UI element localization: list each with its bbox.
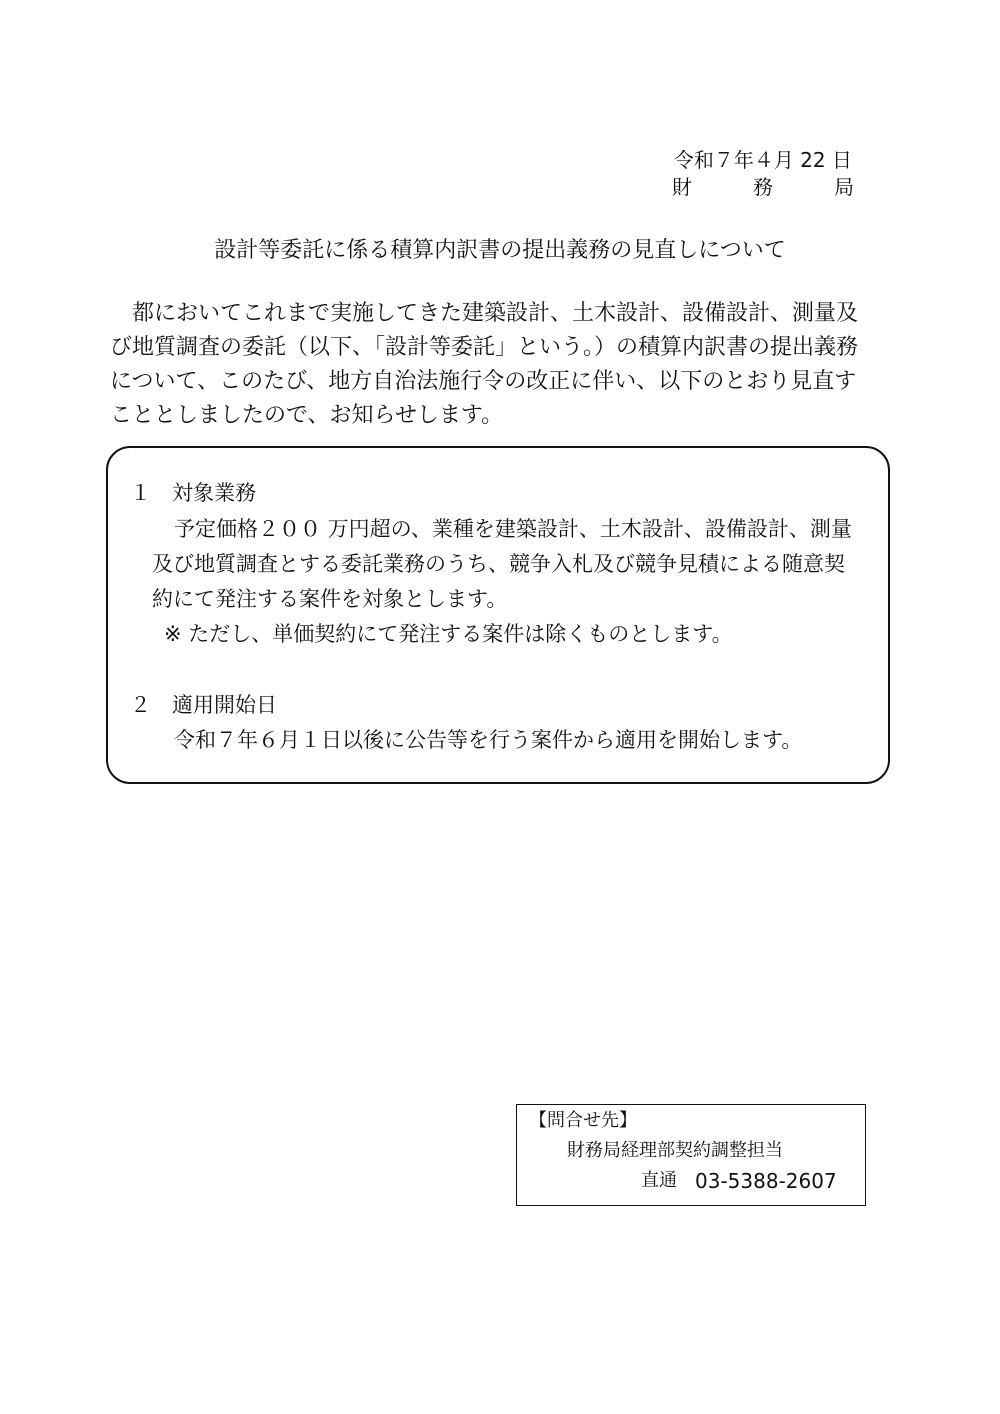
intro-paragraph bbox=[110, 297, 858, 433]
section1-number: １ bbox=[130, 481, 151, 505]
contact-box bbox=[516, 1104, 866, 1206]
section1-line: 予定価格２００ 万円超の、業種を建築設計、土木設計、設備設計、測量 bbox=[174, 517, 852, 541]
document-title: 設計等委託に係る積算内訳書の提出義務の見直しについて bbox=[214, 238, 786, 263]
contact-phone-label: 直通 bbox=[641, 1170, 677, 1191]
intro-line: こととしましたので、お知らせします。 bbox=[110, 403, 504, 428]
issuer-char: 財 bbox=[672, 175, 692, 199]
section2-number: ２ bbox=[130, 693, 151, 717]
contact-label: 【問合せ先】 bbox=[529, 1110, 637, 1131]
notice-box bbox=[106, 446, 890, 784]
intro-line: び地質調査の委託（以下、「設計等委託」という。）の積算内訳書の提出義務 bbox=[110, 335, 859, 360]
intro-line: について、このたび、地方自治法施行令の改正に伴い、以下のとおり見直す bbox=[110, 369, 857, 394]
issuer bbox=[672, 174, 854, 200]
section1-line: 約にて発注する案件を対象とします。 bbox=[152, 587, 508, 611]
intro-line: 都においてこれまで実施してきた建築設計、土木設計、設備設計、測量及 bbox=[132, 301, 859, 326]
contact-department: 財務局経理部契約調整担当 bbox=[567, 1140, 783, 1161]
section2-line: 令和７年６月１日以後に公告等を行う案件から適用を開始します。 bbox=[174, 728, 803, 752]
issuer-char: 局 bbox=[834, 175, 854, 199]
section1-heading: 対象業務 bbox=[172, 481, 256, 505]
section1-note: ※ ただし、単価契約にて発注する案件は除くものとします。 bbox=[164, 622, 733, 646]
contact-phone: 03-5388-2607 bbox=[695, 1169, 837, 1193]
section1-line: 及び地質調査とする委託業務のうち、競争入札及び競争見積による随意契 bbox=[152, 552, 845, 576]
section2-heading: 適用開始日 bbox=[172, 693, 277, 717]
issuer-char: 務 bbox=[753, 175, 773, 199]
issue-date: 令和７年４月 22 日 bbox=[673, 148, 852, 172]
